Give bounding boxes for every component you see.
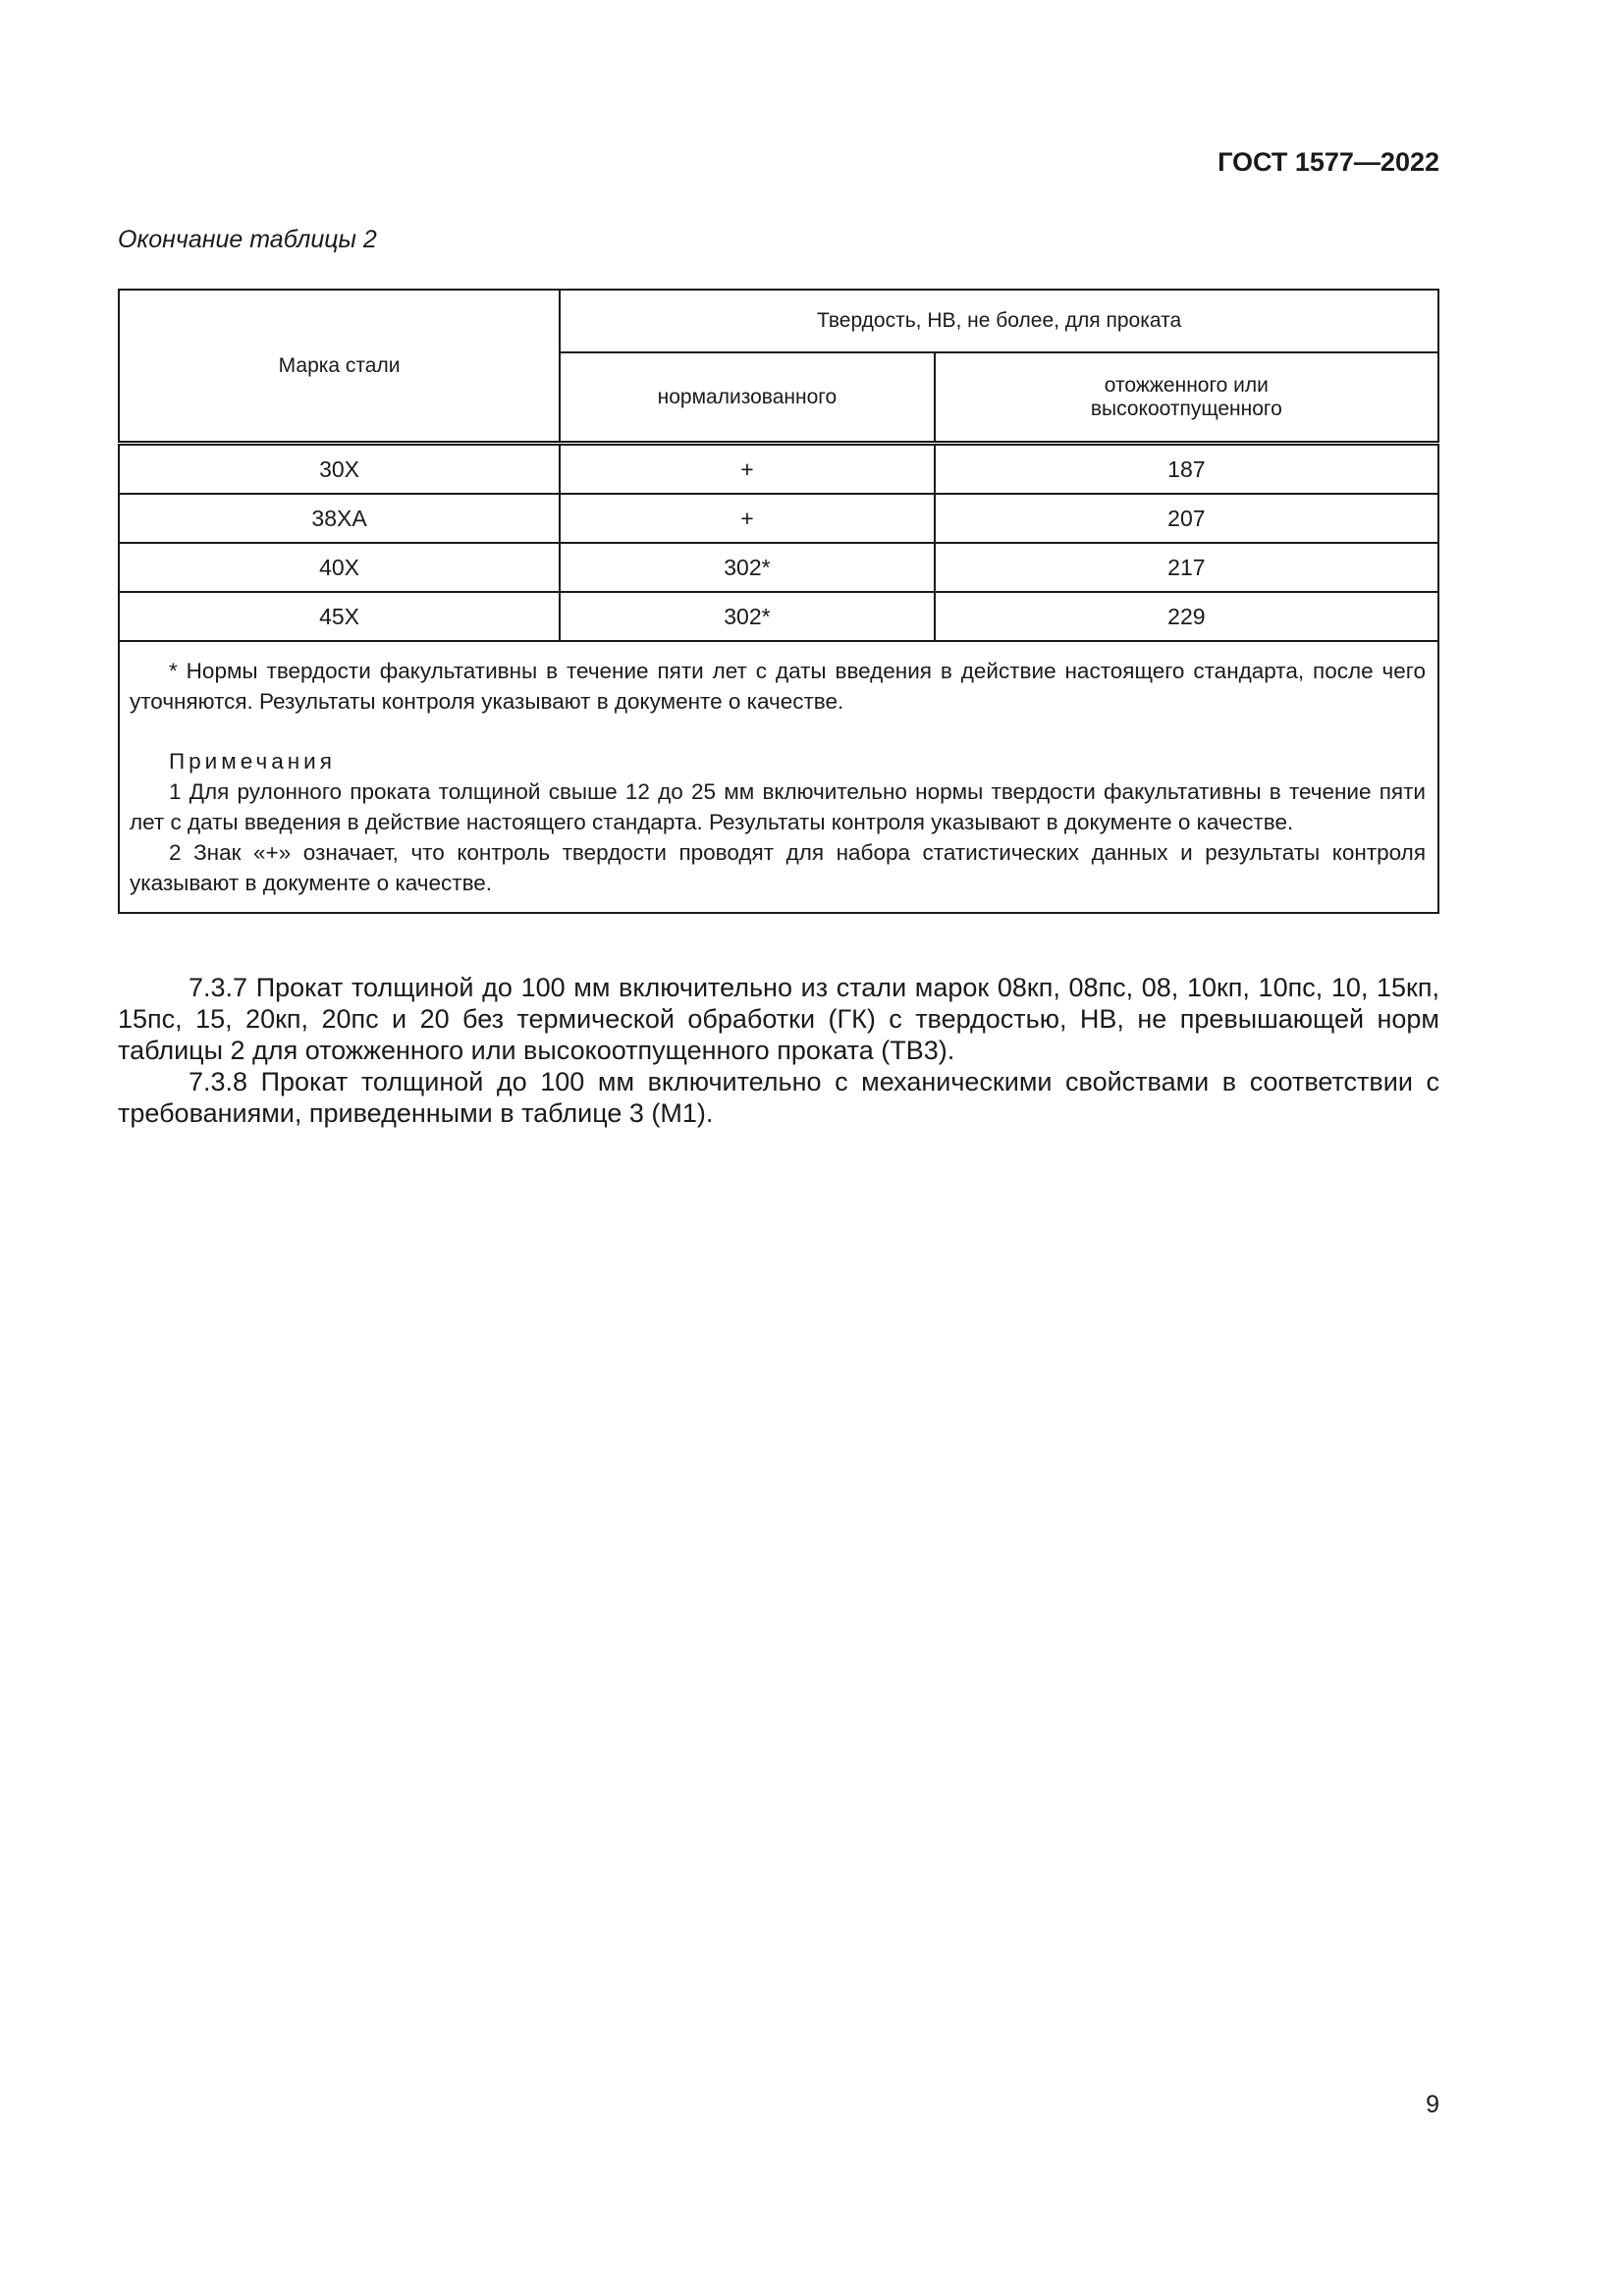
cell-grade: 38ХА bbox=[119, 494, 560, 543]
paragraph-7-3-8: 7.3.8 Прокат толщиной до 100 мм включительно с механическими свойствами в соответствии с требованиями, приведенными в таблице 3 (М1). bbox=[118, 1067, 1439, 1128]
header-steel-grade: Марка стали bbox=[119, 290, 560, 444]
cell-normalized: 302* bbox=[560, 592, 935, 641]
table-row bbox=[119, 494, 1438, 543]
page-number: 9 bbox=[1426, 2091, 1439, 2118]
cell-annealed: 229 bbox=[935, 592, 1438, 641]
cell-annealed: 187 bbox=[935, 444, 1438, 495]
cell-annealed: 207 bbox=[935, 494, 1438, 543]
note-2: 2 Знак «+» означает, что контроль твердости проводят для набора статистических данных и результаты контроля указывают в документе о качестве. bbox=[130, 840, 1426, 895]
header-normalized: нормализованного bbox=[560, 352, 935, 444]
paragraph-7-3-7: 7.3.7 Прокат толщиной до 100 мм включительно из стали марок 08кп, 08пс, 08, 10кп, 10пс, 10, 15кп, 15пс, 15, 20кп, 20пс и 20 без термической обработки (ГК) с твердостью, НВ, не превышающей норм таблицы 2 для отожженного или высокоотпущенного проката (ТВ3). bbox=[118, 973, 1439, 1065]
table-row bbox=[119, 592, 1438, 641]
table-caption: Окончание таблицы 2 bbox=[118, 226, 377, 253]
document-code: ГОСТ 1577—2022 bbox=[1218, 147, 1439, 177]
body-text bbox=[118, 972, 1439, 1129]
cell-normalized: + bbox=[560, 494, 935, 543]
cell-normalized: + bbox=[560, 444, 935, 495]
header-annealed-text: отожженного или высокоотпущенного bbox=[1090, 373, 1282, 420]
cell-annealed: 217 bbox=[935, 543, 1438, 592]
header-hardness-group: Твердость, НВ, не более, для проката bbox=[560, 290, 1438, 352]
cell-grade: 45Х bbox=[119, 592, 560, 641]
header-annealed bbox=[935, 352, 1438, 444]
footnote: * Нормы твердости факультативны в течение пяти лет с даты введения в действие настоящего стандарта, после чего уточняются. Результаты контроля указывают в документе о качестве. bbox=[130, 659, 1426, 714]
cell-grade: 30Х bbox=[119, 444, 560, 495]
notes-title: Примечания bbox=[169, 749, 336, 774]
cell-grade: 40Х bbox=[119, 543, 560, 592]
table-row bbox=[119, 543, 1438, 592]
cell-normalized: 302* bbox=[560, 543, 935, 592]
note-1: 1 Для рулонного проката толщиной свыше 12 до 25 мм включительно нормы твердости факультативны в течение пяти лет с даты введения в действие настоящего стандарта. Результаты контроля указывают в документе о качестве. bbox=[130, 779, 1426, 834]
table-notes bbox=[119, 641, 1438, 913]
table-row bbox=[119, 444, 1438, 495]
hardness-table bbox=[118, 289, 1439, 914]
